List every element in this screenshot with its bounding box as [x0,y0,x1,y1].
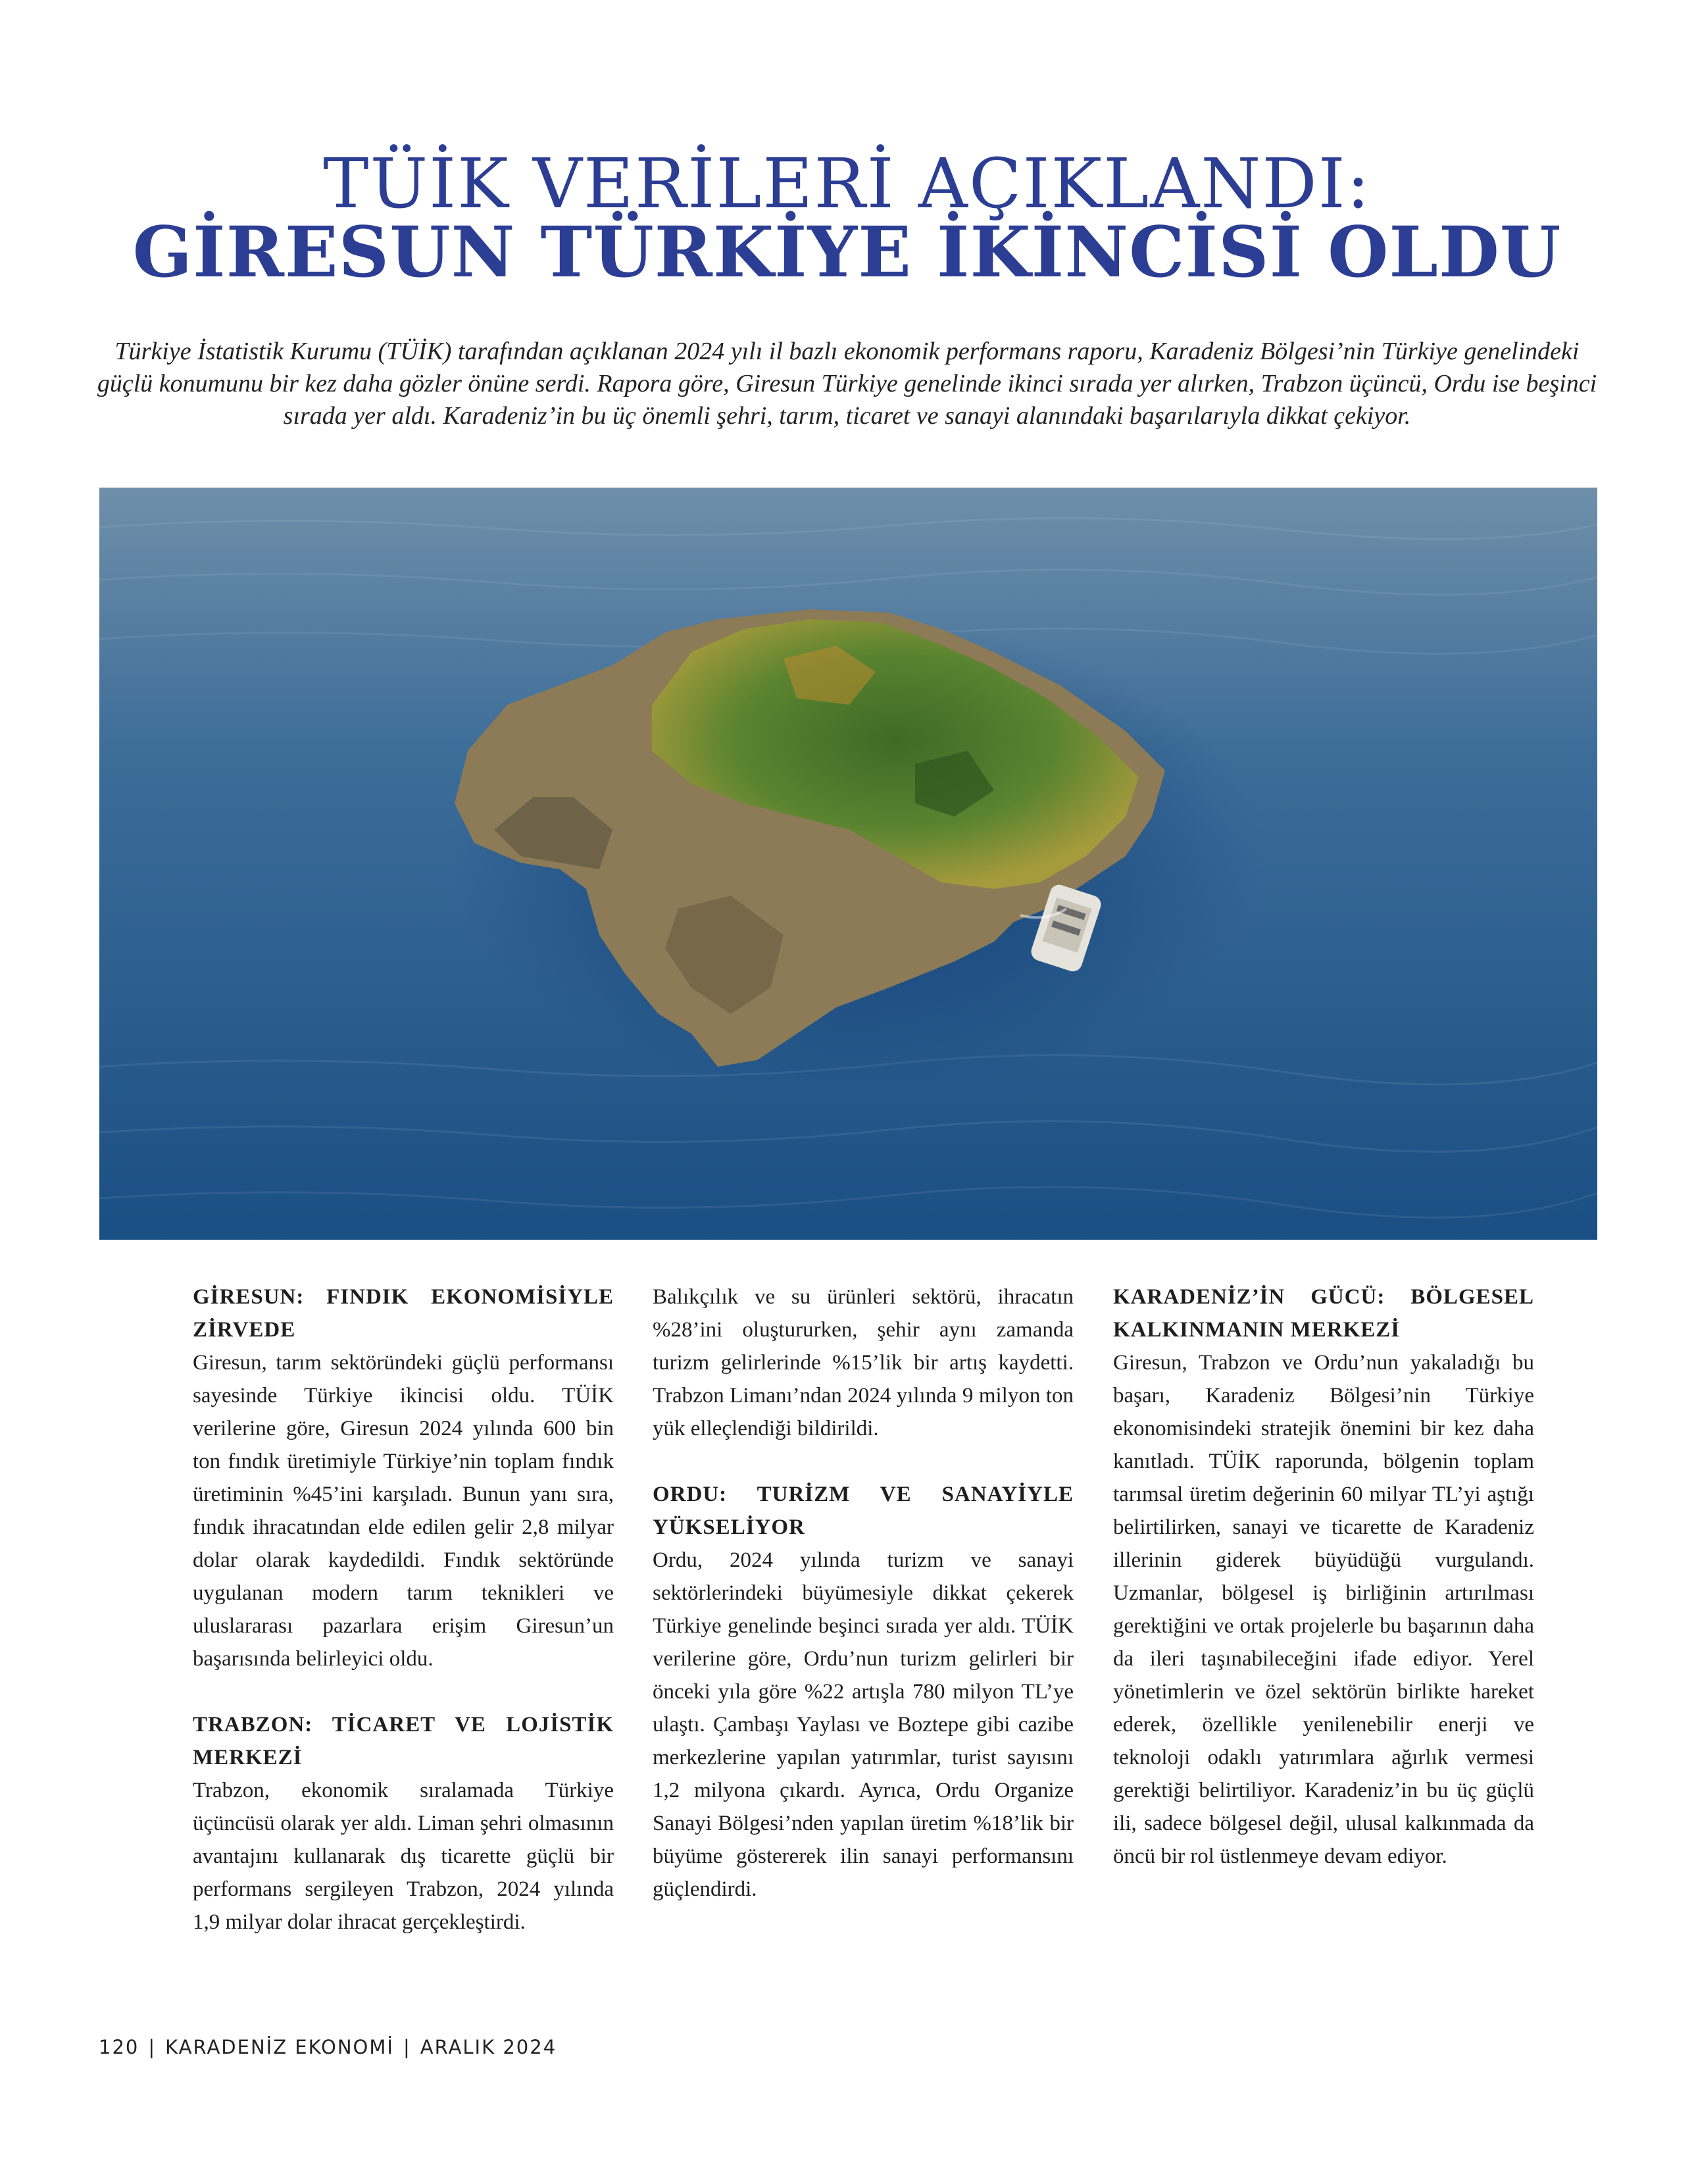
aerial-island-photo [99,488,1597,1240]
footer-separator: | [403,2036,411,2058]
page-number: 120 [99,2036,139,2058]
page-footer [99,2036,557,2058]
ordu-heading: ORDU: TURİZM VE SANAYİYLE YÜKSELİYOR [653,1483,1074,1539]
trabzon-heading: TRABZON: TİCARET VE LOJİSTİK MERKEZİ [193,1713,614,1769]
column-3 [1113,1281,1534,1873]
intro-paragraph: Türkiye İstatistik Kurumu (TÜİK) tarafından açıklanan 2024 yılı il bazlı ekonomik performans raporu, Karadeniz Bölgesi’nin Türkiye genelindeki güçlü konumunu bir kez daha gözler önüne serdi. Rapora göre, Giresun Türkiye genelinde ikinci sırada yer alırken, Trabzon üçüncü, Ordu ise beşinci sırada yer aldı. Karadeniz’in bu üç önemli şehri, tarım, ticaret ve sanayi alanındaki başarılarıyla dikkat çekiyor. [97,338,1597,430]
ordu-body: Ordu, 2024 yılında turizm ve sanayi sektörlerindeki büyümesiyle dikkat çekerek Türkiye genelinde beşinci sırada yer aldı. TÜİK verilerine göre, Ordu’nun turizm gelirleri bir önceki yıla göre %22 artışla 780 milyon TL’ye ulaştı. Çambaşı Yaylası ve Boztepe gibi cazibe merkezlerine yapılan yatırımlar, turist sayısını 1,2 milyona çıkardı. Ayrıca, Ordu Organize Sanayi Bölgesi’nden yapılan üretim %18’lik bir büyüme göstererek ilin sanayi performansını güçlendirdi. [653,1548,1074,1901]
column-2 [653,1281,1074,1906]
trabzon-body: Trabzon, ekonomik sıralamada Türkiye üçüncüsü olarak yer aldı. Liman şehri olmasının avantajını kullanarak dış ticarette güçlü bir performans sergileyen Trabzon, 2024 yılında 1,9 milyar dolar ihracat gerçekleştirdi. [193,1779,614,1934]
karadeniz-body: Giresun, Trabzon ve Ordu’nun yakaladığı bu başarı, Karadeniz Bölgesi’nin Türkiye ekonomisindeki stratejik önemini bir kez daha kanıtladı. TÜİK raporunda, bölgenin toplam tarımsal üretim değerinin 60 milyar TL’yi aştığı belirtilirken, sanayi ve ticarette de Karadeniz illerinin giderek büyüdüğü vurgulandı. Uzmanlar, bölgesel iş birliğinin artırılması gerektiğini ve ortak projelerle bu başarının daha da ileri taşınabileceğini ifade ediyor. Yerel yönetimlerin ve özel sektörün birlikte hareket ederek, özellikle yenilenebilir enerji ve teknoloji odaklı yatırımlara ağırlık vermesi gerektiği belirtiliyor. Karadeniz’in bu üç güçlü ili, sadece bölgesel değil, ulusal kalkınmada da öncü bir rol üstlenmeye devam ediyor. [1113,1351,1534,1868]
karadeniz-heading: KARADENİZ’İN GÜCÜ: BÖLGESEL KALKINMANIN MERKEZİ [1113,1285,1534,1342]
issue-date: ARALIK 2024 [420,2036,557,2058]
column-1 [193,1281,614,1939]
giresun-body: Giresun, tarım sektöründeki güçlü performansı sayesinde Türkiye ikincisi oldu. TÜİK verilerine göre, Giresun 2024 yılında 600 bin ton fındık üretimiyle Türkiye’nin toplam fındık üretiminin %45’ini karşıladı. Bunun yanı sıra, fındık ihracatından elde edilen gelir 2,8 milyar dolar olarak kaydedildi. Fındık sektöründe uygulanan modern tarım teknikleri ve uluslararası pazarlara erişim Giresun’un başarısında belirleyici oldu. [193,1351,614,1671]
footer-separator: | [148,2036,157,2058]
trabzon-body-continued: Balıkçılık ve su ürünleri sektörü, ihracatın %28’ini oluştururken, şehir aynı zamanda turizm gelirlerinde %15’lik bir artış kaydetti. Trabzon Limanı’ndan 2024 yılında 9 milyon ton yük elleçlendiği bildirildi. [653,1285,1074,1440]
headline-line-1: TÜİK VERİLERİ AÇIKLANDI: [323,143,1371,224]
giresun-heading: GİRESUN: FINDIK EKONOMİSİYLE ZİRVEDE [193,1285,614,1342]
magazine-name: KARADENİZ EKONOMİ [165,2036,394,2058]
headline-line-2: GİRESUN TÜRKİYE İKİNCİSİ OLDU [132,211,1562,293]
island-illustration [99,488,1597,1240]
